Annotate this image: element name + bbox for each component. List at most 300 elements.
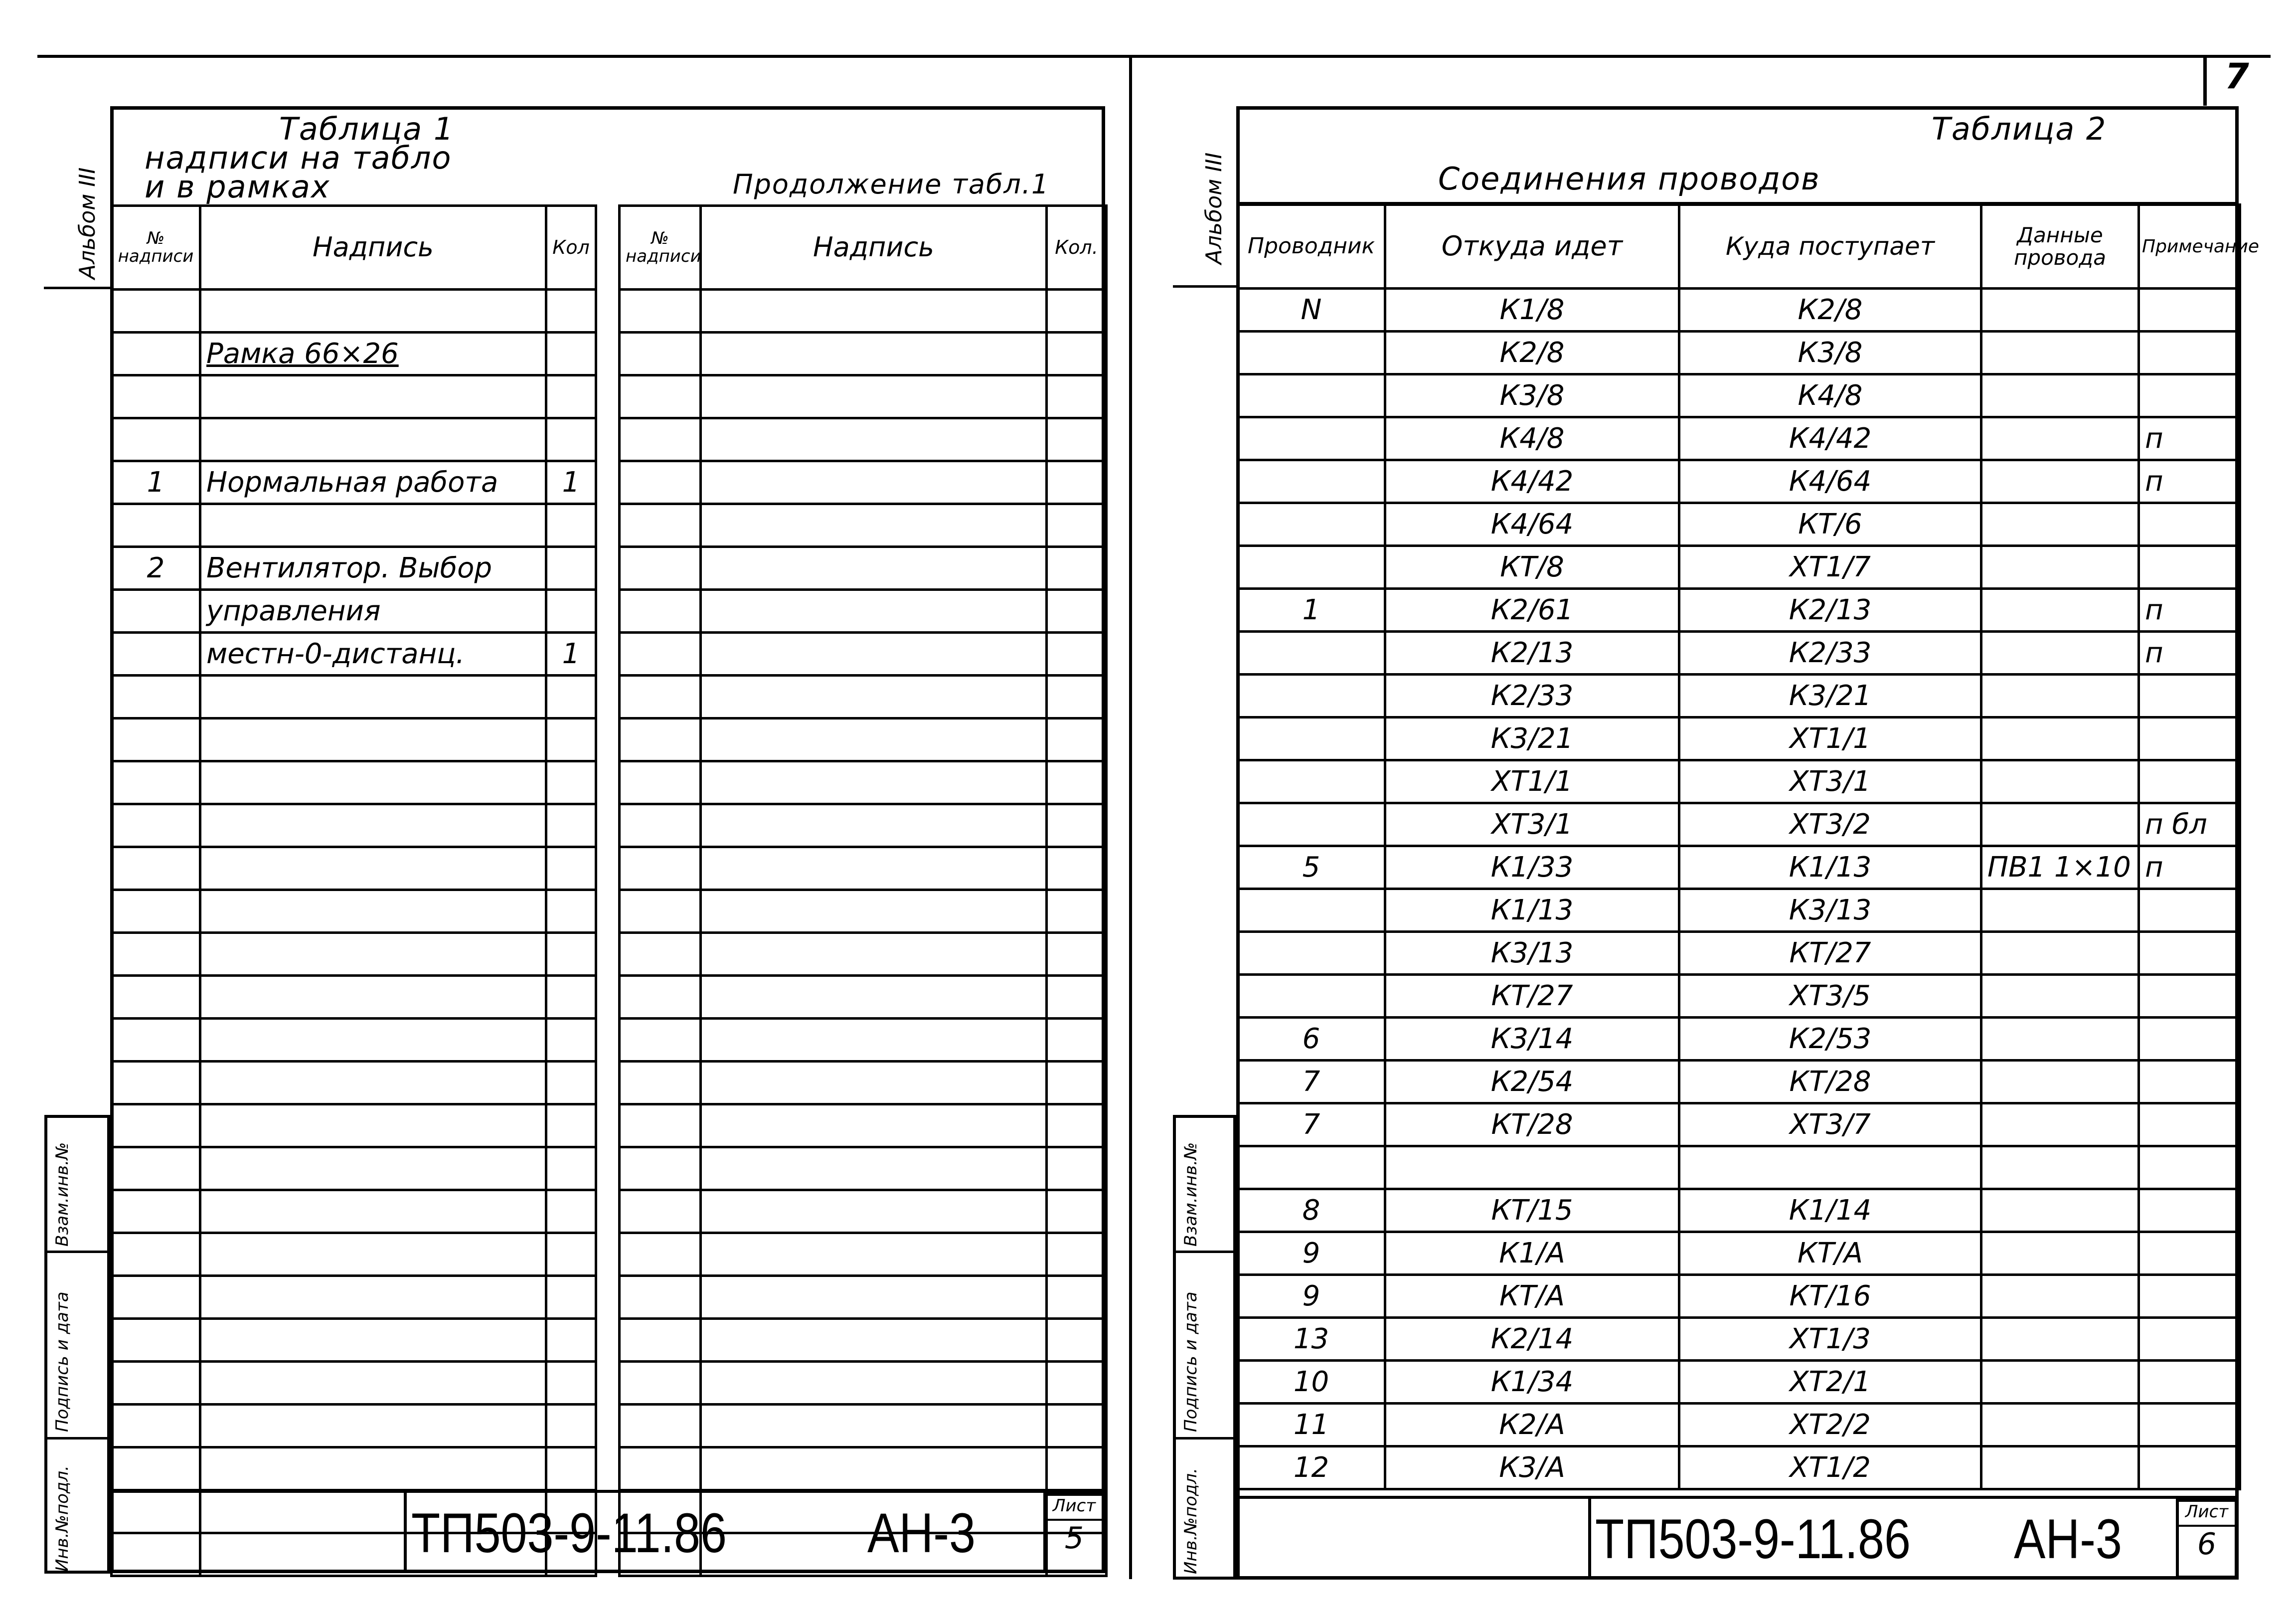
table-cell <box>200 1447 546 1490</box>
table-cell: К4/42 <box>1679 417 1981 460</box>
col-num: № надписи <box>112 206 200 290</box>
table-cell: N <box>1238 289 1385 332</box>
table-cell <box>1047 290 1107 333</box>
table-cell: ХТ1/7 <box>1679 546 1981 589</box>
document-mark: АН-3 <box>2014 1508 2122 1570</box>
table-cell <box>1047 1190 1107 1233</box>
table-cell <box>701 1147 1047 1190</box>
table-cell <box>200 761 546 804</box>
table-row <box>1238 675 2240 718</box>
table-cell <box>620 847 701 890</box>
top-rule <box>37 55 2271 58</box>
table-cell <box>112 1276 200 1319</box>
table-cell <box>620 418 701 461</box>
table-cell: К1/14 <box>1679 1189 1981 1232</box>
table-cell <box>1981 417 2139 460</box>
table-cell <box>200 933 546 976</box>
table-cell: К1/13 <box>1679 846 1981 889</box>
page-number-box: 7 <box>2203 56 2267 106</box>
table-cell <box>620 1147 701 1190</box>
table-row <box>1238 1232 2240 1275</box>
table-cell <box>112 290 200 333</box>
table-cell <box>1047 761 1107 804</box>
table-row <box>112 976 596 1019</box>
table-cell <box>620 590 701 633</box>
table-cell <box>620 1319 701 1362</box>
table-cell: К3/13 <box>1385 932 1679 975</box>
table-cell: ХТ3/1 <box>1385 803 1679 846</box>
table-cell <box>701 633 1047 676</box>
table-row <box>1238 889 2240 932</box>
table-cell <box>546 333 596 375</box>
table-cell <box>112 1062 200 1104</box>
table-cell <box>620 290 701 333</box>
table-row <box>620 1019 1107 1062</box>
table-cell <box>1981 803 2139 846</box>
table-row <box>620 1447 1107 1490</box>
table-row <box>112 547 596 590</box>
table-cell: К2/14 <box>1385 1318 1679 1361</box>
table-row <box>1238 932 2240 975</box>
table-cell: ХТ3/2 <box>1679 803 1981 846</box>
table-cell <box>2139 760 2240 803</box>
table-row <box>112 461 596 504</box>
table-cell <box>1238 374 1385 417</box>
table-cell <box>620 1233 701 1276</box>
table-row <box>112 761 596 804</box>
table-row <box>620 1147 1107 1190</box>
table-cell <box>2139 1318 2240 1361</box>
table-cell <box>1047 976 1107 1019</box>
table-cell: К1/13 <box>1385 889 1679 932</box>
table-cell <box>200 504 546 547</box>
table-cell <box>701 976 1047 1019</box>
table-cell <box>112 333 200 375</box>
table-cell <box>546 504 596 547</box>
side-stamp <box>44 1115 110 1574</box>
table-subtitle-2: и в рамках <box>145 169 330 205</box>
table-cell <box>112 933 200 976</box>
table-row <box>1238 1275 2240 1318</box>
table-cell <box>1238 718 1385 760</box>
table-cell <box>112 418 200 461</box>
table-row <box>620 333 1107 375</box>
table-cell <box>701 590 1047 633</box>
table-cell <box>1981 1446 2139 1489</box>
continuation-label: Продолжение табл.1 <box>733 169 1050 200</box>
table-cell <box>1981 1189 2139 1232</box>
col-qty: Кол <box>546 206 596 290</box>
table-cell <box>112 847 200 890</box>
table-cell: К4/8 <box>1679 374 1981 417</box>
table-cell: ХТ1/3 <box>1679 1318 1981 1361</box>
table-row <box>1238 374 2240 417</box>
table-row <box>620 375 1107 418</box>
table-row <box>620 804 1107 847</box>
table-cell <box>2139 932 2240 975</box>
table-cell <box>112 761 200 804</box>
table-row <box>620 1319 1107 1362</box>
table-cell: ХТ3/5 <box>1679 975 1981 1018</box>
table-cell <box>1047 504 1107 547</box>
table-cell: 7 <box>1238 1061 1385 1103</box>
table-cell: КТ/А <box>1679 1232 1981 1275</box>
table-cell <box>2139 1232 2240 1275</box>
table-cell <box>701 1447 1047 1490</box>
table-cell <box>2139 374 2240 417</box>
table-cell: 7 <box>1238 1103 1385 1146</box>
table-cell <box>112 1362 200 1405</box>
table-cell <box>1238 760 1385 803</box>
table-cell: К3/21 <box>1385 718 1679 760</box>
inv-orig-label: Инв.№подл. <box>52 1465 72 1572</box>
col-from: Откуда идет <box>1385 205 1679 289</box>
table-cell <box>1981 1146 2139 1189</box>
table-cell <box>1238 975 1385 1018</box>
table-cell <box>1981 1361 2139 1404</box>
table-cell: 1 <box>546 633 596 676</box>
table-cell: КТ/27 <box>1679 932 1981 975</box>
table-cell: местн-0-дистанц. <box>200 633 546 676</box>
table-cell: п <box>2139 632 2240 675</box>
table-cell: 1 <box>112 461 200 504</box>
table-cell <box>1238 675 1385 718</box>
table-cell <box>1238 803 1385 846</box>
table-cell: ХТ1/2 <box>1679 1446 1981 1489</box>
table-row <box>620 1062 1107 1104</box>
table-cell <box>701 461 1047 504</box>
table-cell <box>2139 1018 2240 1061</box>
table-cell <box>1047 847 1107 890</box>
table-cell <box>112 1533 200 1576</box>
table-cell <box>701 1405 1047 1447</box>
table-cell <box>701 1319 1047 1362</box>
table-cell <box>620 547 701 590</box>
table-row <box>1238 632 2240 675</box>
table-row <box>620 633 1107 676</box>
table-row <box>1238 803 2240 846</box>
table-cell <box>620 933 701 976</box>
sheet-box <box>1043 1493 1105 1573</box>
table-row <box>1238 1061 2240 1103</box>
table-cell <box>200 1147 546 1190</box>
table-row <box>1238 589 2240 632</box>
table-cell: Нормальная работа <box>200 461 546 504</box>
table-cell: п <box>2139 846 2240 889</box>
table-cell <box>701 1019 1047 1062</box>
table-row <box>112 1233 596 1276</box>
table-cell <box>701 719 1047 761</box>
table-cell: п <box>2139 589 2240 632</box>
table-row <box>112 804 596 847</box>
table-cell: К3/А <box>1385 1446 1679 1489</box>
table-row <box>112 719 596 761</box>
sheet-label: Лист <box>1046 1496 1102 1521</box>
table-row <box>112 1019 596 1062</box>
table-cell <box>200 375 546 418</box>
table-cell <box>1981 1232 2139 1275</box>
table-cell <box>701 890 1047 933</box>
table-cell <box>112 1447 200 1490</box>
table-cell: 8 <box>1238 1189 1385 1232</box>
table-row <box>620 1104 1107 1147</box>
table-cell <box>620 1447 701 1490</box>
table-cell <box>1047 1062 1107 1104</box>
replace-inv-label: Взам.инв.№ <box>52 1142 72 1247</box>
center-divider <box>1129 56 1132 1579</box>
table-cell: ХТ2/2 <box>1679 1404 1981 1446</box>
table-cell <box>546 1447 596 1490</box>
table-cell: К1/А <box>1385 1232 1679 1275</box>
table-cell <box>701 504 1047 547</box>
table-cell: К2/13 <box>1679 589 1981 632</box>
table-subtitle: Соединения проводов <box>1438 161 1820 197</box>
inv-orig-label: Инв.№подл. <box>1181 1468 1201 1574</box>
table-cell <box>1238 1146 1385 1189</box>
table-cell: К2/13 <box>1385 632 1679 675</box>
table-cell <box>701 1190 1047 1233</box>
table-subtitle: надписи на табло <box>145 140 452 176</box>
table-cell <box>112 1405 200 1447</box>
table-row <box>1238 1103 2240 1146</box>
table-cell <box>1981 718 2139 760</box>
table-row <box>620 547 1107 590</box>
table-cell: 5 <box>1238 846 1385 889</box>
table-cell <box>200 1362 546 1405</box>
table-row <box>1238 417 2240 460</box>
table-row <box>112 890 596 933</box>
col-to: Куда поступает <box>1679 205 1981 289</box>
table-row <box>112 1362 596 1405</box>
table-cell <box>701 290 1047 333</box>
table-cell <box>701 547 1047 590</box>
table-cell: К2/54 <box>1385 1061 1679 1103</box>
col-label: Надпись <box>200 206 546 290</box>
table-cell: К2/33 <box>1385 675 1679 718</box>
table-cell <box>2139 1404 2240 1446</box>
table-cell <box>1981 503 2139 546</box>
table-cell <box>620 719 701 761</box>
table-cell <box>546 1062 596 1104</box>
table-cell: п <box>2139 417 2240 460</box>
table-cell <box>200 290 546 333</box>
table-row <box>620 1362 1107 1405</box>
sheet-label: Лист <box>2179 1502 2235 1527</box>
col-label: Надпись <box>701 206 1047 290</box>
table-cell <box>701 804 1047 847</box>
table-row <box>620 1233 1107 1276</box>
table-cell <box>701 1276 1047 1319</box>
table-cell <box>2139 718 2240 760</box>
table-cell <box>112 1104 200 1147</box>
table-cell <box>1047 1447 1107 1490</box>
table-row <box>112 333 596 375</box>
table-cell <box>1385 1146 1679 1189</box>
table-title: Таблица 2 <box>1932 111 2107 147</box>
table-cell: ПВ1 1×10 <box>1981 846 2139 889</box>
table-cell: 10 <box>1238 1361 1385 1404</box>
table-cell <box>546 1276 596 1319</box>
signature-date-label: Подпись и дата <box>52 1291 72 1432</box>
table-cell: К2/8 <box>1679 289 1981 332</box>
table-cell <box>1047 461 1107 504</box>
table-row <box>1238 1404 2240 1446</box>
wire-connections-table <box>1236 203 2260 1490</box>
table-cell <box>620 976 701 1019</box>
table-cell <box>546 890 596 933</box>
table-cell: 11 <box>1238 1404 1385 1446</box>
table-row <box>620 719 1107 761</box>
table-cell: 13 <box>1238 1318 1385 1361</box>
table-cell <box>1047 418 1107 461</box>
col-qty: Кол. <box>1047 206 1107 290</box>
table-row <box>620 290 1107 333</box>
table-title: Таблица 1 <box>279 111 455 147</box>
table-cell <box>546 804 596 847</box>
table-cell <box>546 1405 596 1447</box>
table-cell: К4/64 <box>1679 460 1981 503</box>
table-cell <box>1981 289 2139 332</box>
table-cell: ХТ3/7 <box>1679 1103 1981 1146</box>
table-cell <box>112 804 200 847</box>
sheet-number: 6 <box>2197 1527 2217 1562</box>
table-cell <box>620 504 701 547</box>
col-wire: Проводник <box>1238 205 1385 289</box>
table-cell: К1/33 <box>1385 846 1679 889</box>
table-cell <box>620 333 701 375</box>
table-cell <box>1238 460 1385 503</box>
table-cell: 2 <box>112 547 200 590</box>
table-cell: К2/8 <box>1385 332 1679 374</box>
table-cell <box>1047 1019 1107 1062</box>
table-cell <box>546 290 596 333</box>
table-cell <box>1047 375 1107 418</box>
table-cell <box>200 847 546 890</box>
table-cell <box>1981 460 2139 503</box>
table-cell: Вентилятор. Выбор <box>200 547 546 590</box>
table-cell: ХТ1/1 <box>1679 718 1981 760</box>
table-cell <box>112 1147 200 1190</box>
table-cell <box>112 719 200 761</box>
table-cell <box>200 1276 546 1319</box>
table-cell: К3/8 <box>1679 332 1981 374</box>
table-cell: К4/42 <box>1385 460 1679 503</box>
table-row <box>112 418 596 461</box>
table-cell <box>112 1233 200 1276</box>
table-cell <box>546 547 596 590</box>
table-cell: 9 <box>1238 1232 1385 1275</box>
table-cell <box>701 761 1047 804</box>
table-row <box>112 290 596 333</box>
table-cell <box>620 461 701 504</box>
table-cell <box>200 418 546 461</box>
table-cell: К3/8 <box>1385 374 1679 417</box>
table-cell <box>1047 333 1107 375</box>
table-row <box>112 1190 596 1233</box>
table-cell <box>2139 1361 2240 1404</box>
table-row <box>620 418 1107 461</box>
signature-date-label: Подпись и дата <box>1181 1291 1201 1432</box>
table-cell <box>620 1062 701 1104</box>
table-cell <box>1047 933 1107 976</box>
table-cell <box>620 676 701 719</box>
table-cell <box>2139 332 2240 374</box>
table-cell <box>1679 1146 1981 1189</box>
table-cell: К2/А <box>1385 1404 1679 1446</box>
table-row <box>620 933 1107 976</box>
table-row <box>620 590 1107 633</box>
document-code: ТП503-9-11.86 <box>411 1502 727 1564</box>
table-cell <box>200 1233 546 1276</box>
table-cell <box>112 1319 200 1362</box>
table-cell <box>200 804 546 847</box>
sheet-box <box>2176 1499 2238 1579</box>
table-row <box>620 504 1107 547</box>
table-row <box>620 1405 1107 1447</box>
col-num: № надписи <box>620 206 701 290</box>
table-cell <box>546 676 596 719</box>
table-cell <box>1981 1404 2139 1446</box>
table-cell <box>1981 332 2139 374</box>
table-cell <box>1047 1362 1107 1405</box>
table-row <box>112 633 596 676</box>
table-cell: К2/33 <box>1679 632 1981 675</box>
table-cell <box>112 504 200 547</box>
table-cell <box>200 1019 546 1062</box>
table-cell <box>200 1190 546 1233</box>
table-cell <box>546 1019 596 1062</box>
album-label: Альбом III <box>75 167 100 279</box>
table-row <box>112 375 596 418</box>
table-cell <box>2139 1189 2240 1232</box>
table-cell <box>112 590 200 633</box>
table-row <box>112 504 596 547</box>
table-cell <box>701 375 1047 418</box>
table-cell <box>701 418 1047 461</box>
table-cell: К1/34 <box>1385 1361 1679 1404</box>
table-cell <box>112 676 200 719</box>
table-cell: 6 <box>1238 1018 1385 1061</box>
table-cell: КТ/15 <box>1385 1189 1679 1232</box>
table-cell: КТ/28 <box>1385 1103 1679 1146</box>
table-cell <box>701 1233 1047 1276</box>
table-row <box>620 676 1107 719</box>
table-cell <box>2139 889 2240 932</box>
table-cell <box>2139 1446 2240 1489</box>
table-cell: КТ/27 <box>1385 975 1679 1018</box>
table-cell: К4/8 <box>1385 417 1679 460</box>
table-cell <box>1981 1103 2139 1146</box>
table-cell <box>2139 975 2240 1018</box>
table-row <box>1238 1446 2240 1489</box>
table-cell <box>1047 890 1107 933</box>
table-cell <box>1047 590 1107 633</box>
table-cell <box>546 418 596 461</box>
table-cell <box>1981 1061 2139 1103</box>
table-cell <box>546 1233 596 1276</box>
table-cell <box>1981 932 2139 975</box>
table-cell: Рамка 66×26 <box>200 333 546 375</box>
table-cell <box>1047 1405 1107 1447</box>
table-row <box>1238 1189 2240 1232</box>
table-cell <box>112 1190 200 1233</box>
table-cell <box>546 1362 596 1405</box>
table-cell <box>620 1362 701 1405</box>
table-cell <box>620 1104 701 1147</box>
table-row <box>112 1147 596 1190</box>
table-row <box>620 890 1107 933</box>
table-cell <box>546 590 596 633</box>
